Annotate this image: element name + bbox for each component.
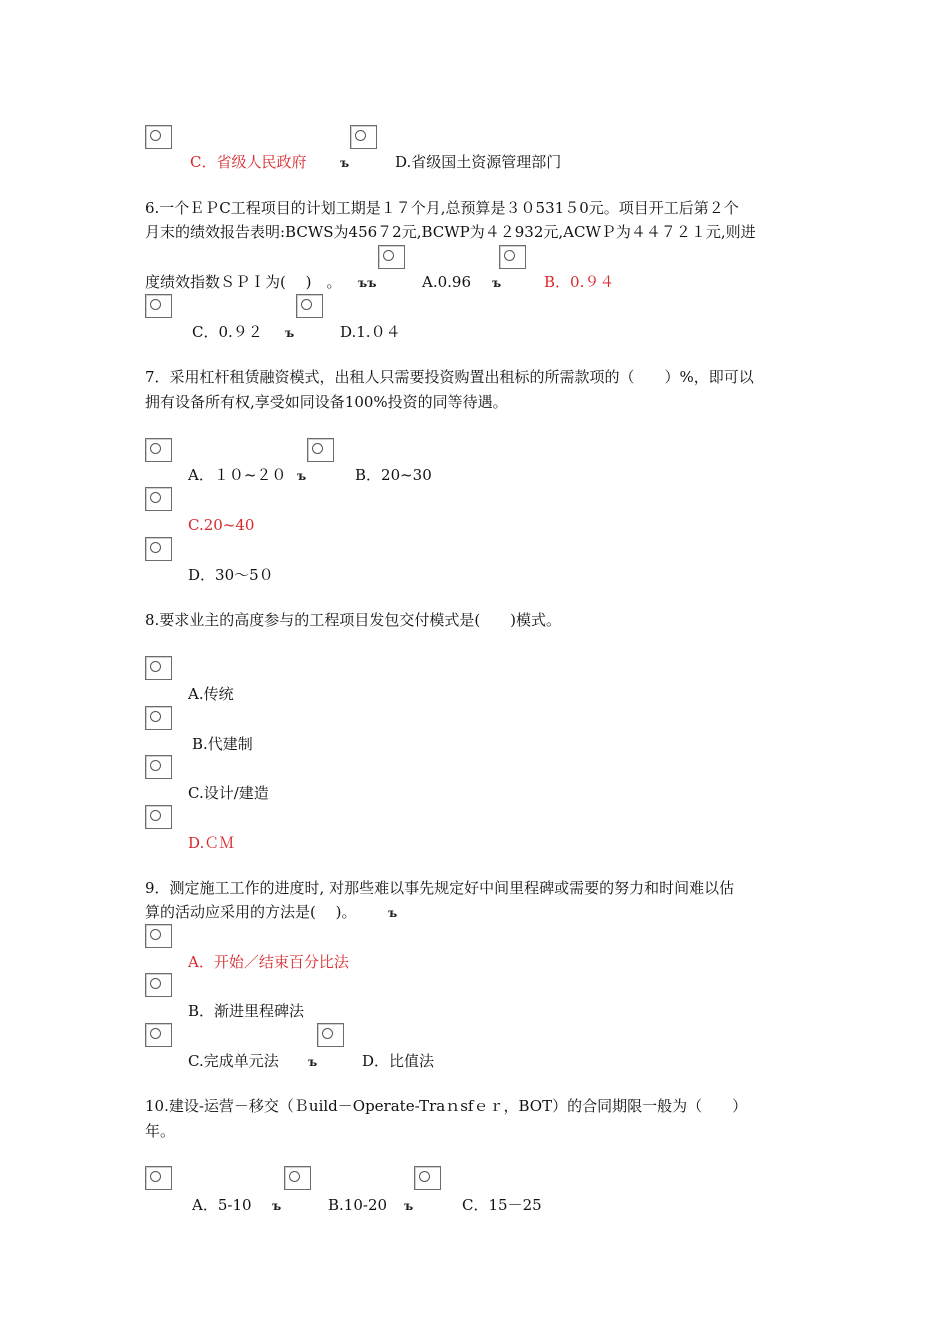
radio-circle-icon	[504, 250, 515, 261]
q7-radio-d[interactable]	[145, 537, 172, 561]
answer-mark-icon: ъ	[388, 906, 398, 920]
q7-option-c: C.20~40	[188, 516, 255, 534]
radio-circle-icon	[150, 661, 161, 672]
q7-radio-c[interactable]	[145, 487, 172, 511]
q8-option-a: A.传统	[188, 685, 234, 703]
q10-radio-c[interactable]	[414, 1166, 441, 1190]
radio-circle-icon	[150, 492, 161, 503]
q8-text-line1: 8.要求业主的高度参与的工程项目发包交付模式是( )模式。	[145, 611, 562, 629]
radio-circle-icon	[301, 299, 312, 310]
radio-circle-icon	[289, 1171, 300, 1182]
q7-option-a: A．１０~２０	[188, 466, 287, 484]
q6-option-a: A.0.96	[422, 273, 471, 291]
answer-mark-icon: ъъ	[358, 276, 377, 290]
radio-circle-icon	[150, 1171, 161, 1182]
q6-radio-c[interactable]	[145, 294, 172, 318]
q10-text-line1: 10.建设-运营－移交（Ｂuild－Operate-Traｎsfｅｒ，BOT）的合同期限一般为（ ）	[145, 1097, 748, 1115]
radio-circle-icon	[322, 1028, 333, 1039]
q7-option-d: D．30～5０	[188, 566, 274, 584]
q8-radio-b[interactable]	[145, 706, 172, 730]
q9-radio-d[interactable]	[317, 1023, 344, 1047]
q7-option-b: B．20~30	[355, 466, 432, 484]
radio-circle-icon	[150, 810, 161, 821]
q9-radio-a[interactable]	[145, 924, 172, 948]
answer-mark-icon: ъ	[272, 1199, 282, 1213]
radio-circle-icon	[419, 1171, 430, 1182]
q6-text-line3: 度绩效指数ＳＰＩ为( ) 。	[145, 273, 342, 291]
q8-option-d: D.ＣＭ	[188, 834, 235, 852]
q8-radio-c[interactable]	[145, 755, 172, 779]
q7-text-line1: 7．采用杠杆租赁融资模式，出租人只需要投资购置出租标的所需款项的（ ）%，即可以	[145, 368, 754, 386]
q9-option-d: D．比值法	[362, 1052, 435, 1070]
radio-circle-icon	[150, 443, 161, 454]
radio-circle-icon	[150, 760, 161, 771]
q9-option-b: B．渐进里程碑法	[188, 1002, 305, 1020]
q9-option-a: A．开始／结束百分比法	[188, 953, 349, 971]
q6-radio-a[interactable]	[378, 245, 405, 269]
answer-mark-icon: ъ	[285, 326, 295, 340]
q10-option-c: C．15－25	[462, 1196, 542, 1214]
q5-radio-d[interactable]	[350, 125, 377, 149]
q7-text-line2: 拥有设备所有权,享受如同设备100%投资的同等待遇。	[145, 393, 508, 411]
q6-radio-d[interactable]	[296, 294, 323, 318]
q6-option-c: C．0.９２	[192, 323, 263, 341]
q7-radio-a[interactable]	[145, 438, 172, 462]
q9-text-line1: 9．测定施工工作的进度时, 对那些难以事先规定好中间里程碑或需要的努力和时间难以估	[145, 879, 735, 897]
radio-circle-icon	[355, 130, 366, 141]
q8-option-b: B.代建制	[192, 735, 253, 753]
q6-option-d: D.1.０４	[340, 323, 401, 341]
q5-option-c: C．省级人民政府	[190, 153, 307, 171]
q6-radio-b[interactable]	[499, 245, 526, 269]
q9-radio-b[interactable]	[145, 973, 172, 997]
q5-radio-c[interactable]	[145, 125, 172, 149]
radio-circle-icon	[150, 711, 161, 722]
q8-radio-a[interactable]	[145, 656, 172, 680]
q6-text-line2: 月末的绩效报告表明:BCWS为456７2元,BCWP为４２932元,ACWＰ为４４７２１元,则进	[145, 223, 756, 241]
q5-option-d: D.省级国土资源管理部门	[395, 153, 562, 171]
q8-radio-d[interactable]	[145, 805, 172, 829]
answer-mark-icon: ъ	[492, 276, 502, 290]
radio-circle-icon	[312, 443, 323, 454]
radio-circle-icon	[383, 250, 394, 261]
answer-mark-icon: ъ	[404, 1199, 414, 1213]
q6-text-line1: 6.一个ＥＰC工程项目的计划工期是１７个月,总预算是３０531５0元。项目开工后第２个	[145, 199, 739, 217]
answer-mark-icon: ъ	[297, 469, 307, 483]
q7-radio-b[interactable]	[307, 438, 334, 462]
q10-radio-a[interactable]	[145, 1166, 172, 1190]
radio-circle-icon	[150, 130, 161, 141]
q10-option-b: B.10-20	[328, 1196, 388, 1214]
radio-circle-icon	[150, 1028, 161, 1039]
radio-circle-icon	[150, 542, 161, 553]
radio-circle-icon	[150, 299, 161, 310]
q9-text-line2: 算的活动应采用的方法是( )。	[145, 903, 357, 921]
q6-option-b: B．0.９４	[544, 273, 615, 291]
q9-radio-c[interactable]	[145, 1023, 172, 1047]
answer-mark-icon: ъ	[340, 156, 350, 170]
q8-option-c: C.设计/建造	[188, 784, 269, 802]
q9-option-c: C.完成单元法	[188, 1052, 279, 1070]
q10-option-a: A．5-10	[192, 1196, 252, 1214]
answer-mark-icon: ъ	[308, 1055, 318, 1069]
q10-text-line2: 年。	[145, 1122, 176, 1140]
q10-radio-b[interactable]	[284, 1166, 311, 1190]
radio-circle-icon	[150, 929, 161, 940]
radio-circle-icon	[150, 978, 161, 989]
